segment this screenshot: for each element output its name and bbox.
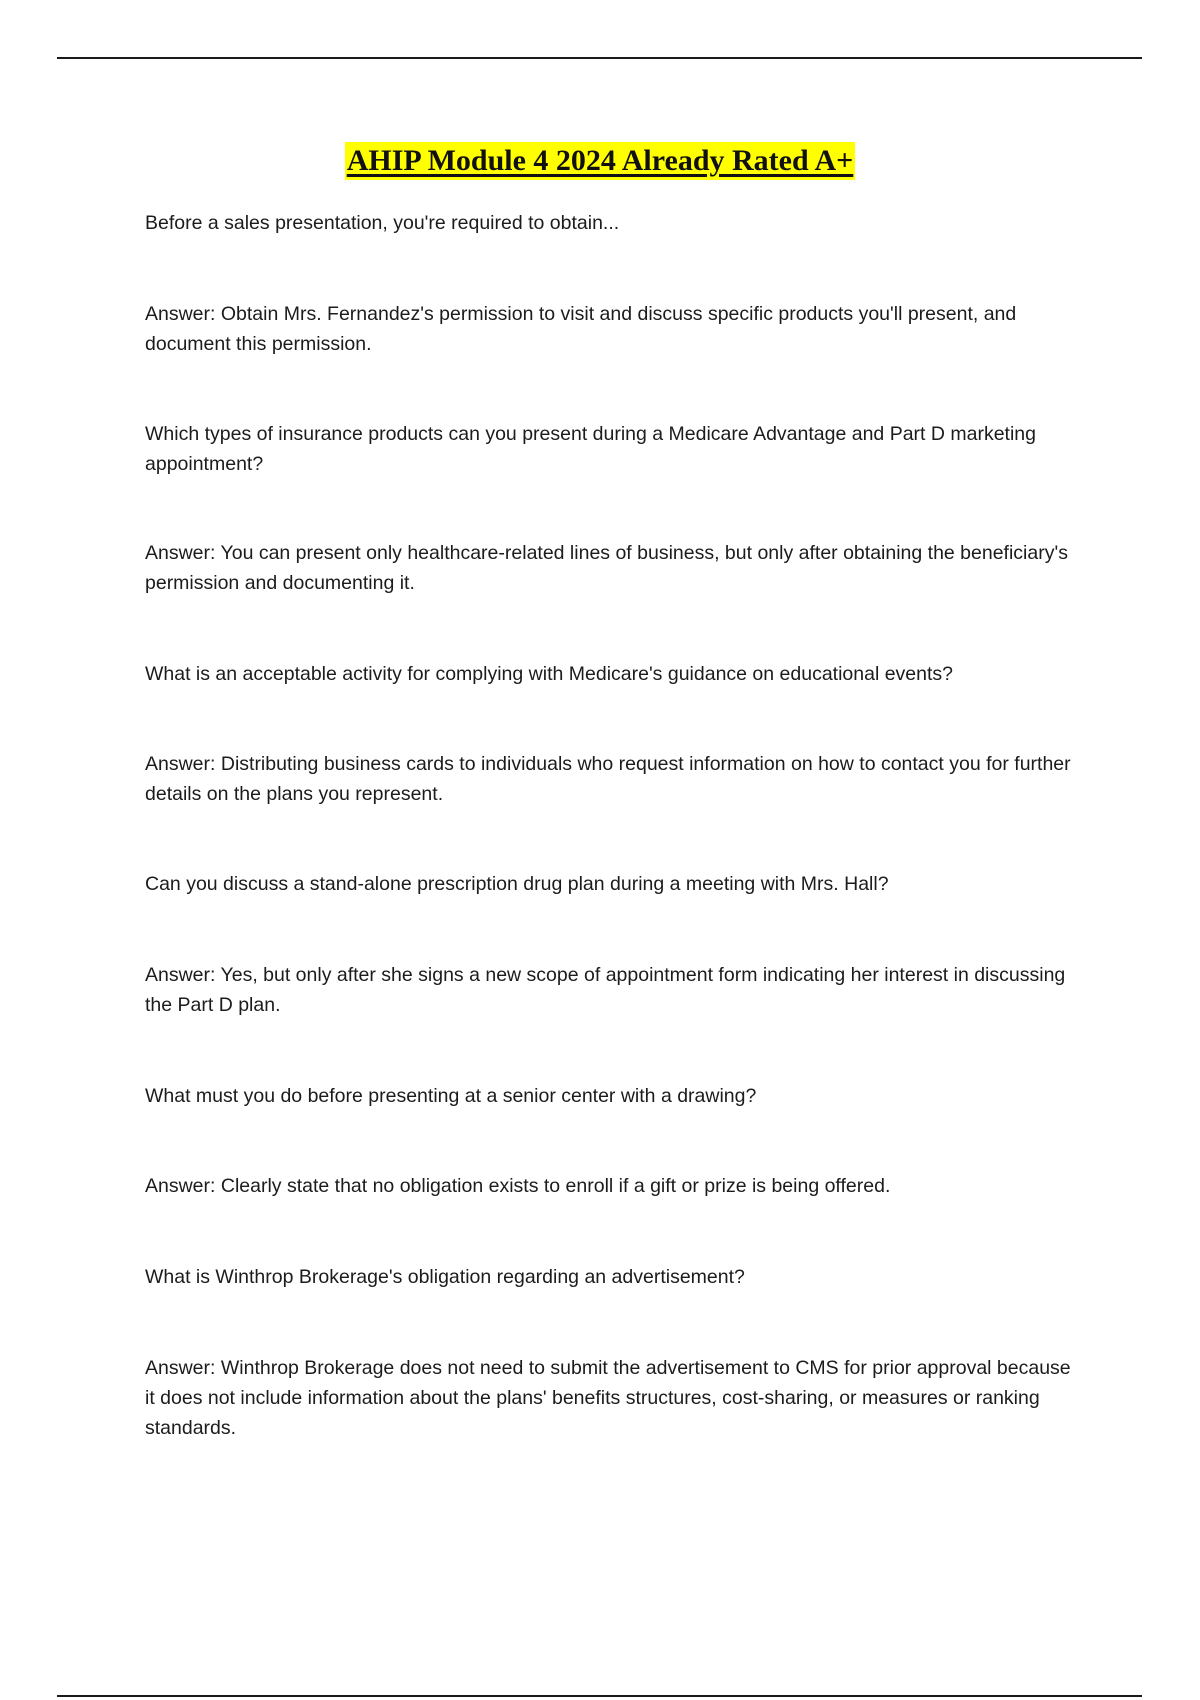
question-2: Which types of insurance products can you present during a Medicare Advantage and Part D marketing appointment? — [145, 423, 1036, 475]
answer-1: Answer: Obtain Mrs. Fernandez's permission to visit and discuss specific products you'll present, and document this permission. — [145, 303, 1017, 355]
question-4: Can you discuss a stand-alone prescription drug plan during a meeting with Mrs. Hall? — [145, 873, 889, 895]
title-block — [0, 142, 1200, 180]
answer-5: Answer: Clearly state that no obligation exists to enroll if a gift or prize is being offered. — [145, 1175, 891, 1197]
question-5: What must you do before presenting at a senior center with a drawing? — [145, 1085, 757, 1107]
question-3: What is an acceptable activity for complying with Medicare's guidance on educational events? — [145, 663, 953, 685]
answer-3: Answer: Distributing business cards to individuals who request information on how to contact you for further details on the plans you represent. — [145, 753, 1071, 805]
question-1: Before a sales presentation, you're required to obtain... — [145, 212, 620, 234]
answer-2: Answer: You can present only healthcare-related lines of business, but only after obtaining the beneficiary's permission and documenting it. — [145, 542, 1068, 594]
document-title: AHIP Module 4 2024 Already Rated A+ — [345, 142, 856, 180]
header-rule — [57, 57, 1142, 59]
footer-rule — [57, 1695, 1142, 1697]
answer-6: Answer: Winthrop Brokerage does not need to submit the advertisement to CMS for prior approval because it does not include information about the plans' benefits structures, cost-sharing, or measures or ranking standards. — [145, 1357, 1071, 1439]
question-6: What is Winthrop Brokerage's obligation regarding an advertisement? — [145, 1266, 745, 1288]
answer-4: Answer: Yes, but only after she signs a new scope of appointment form indicating her interest in discussing the Part D plan. — [145, 964, 1066, 1016]
